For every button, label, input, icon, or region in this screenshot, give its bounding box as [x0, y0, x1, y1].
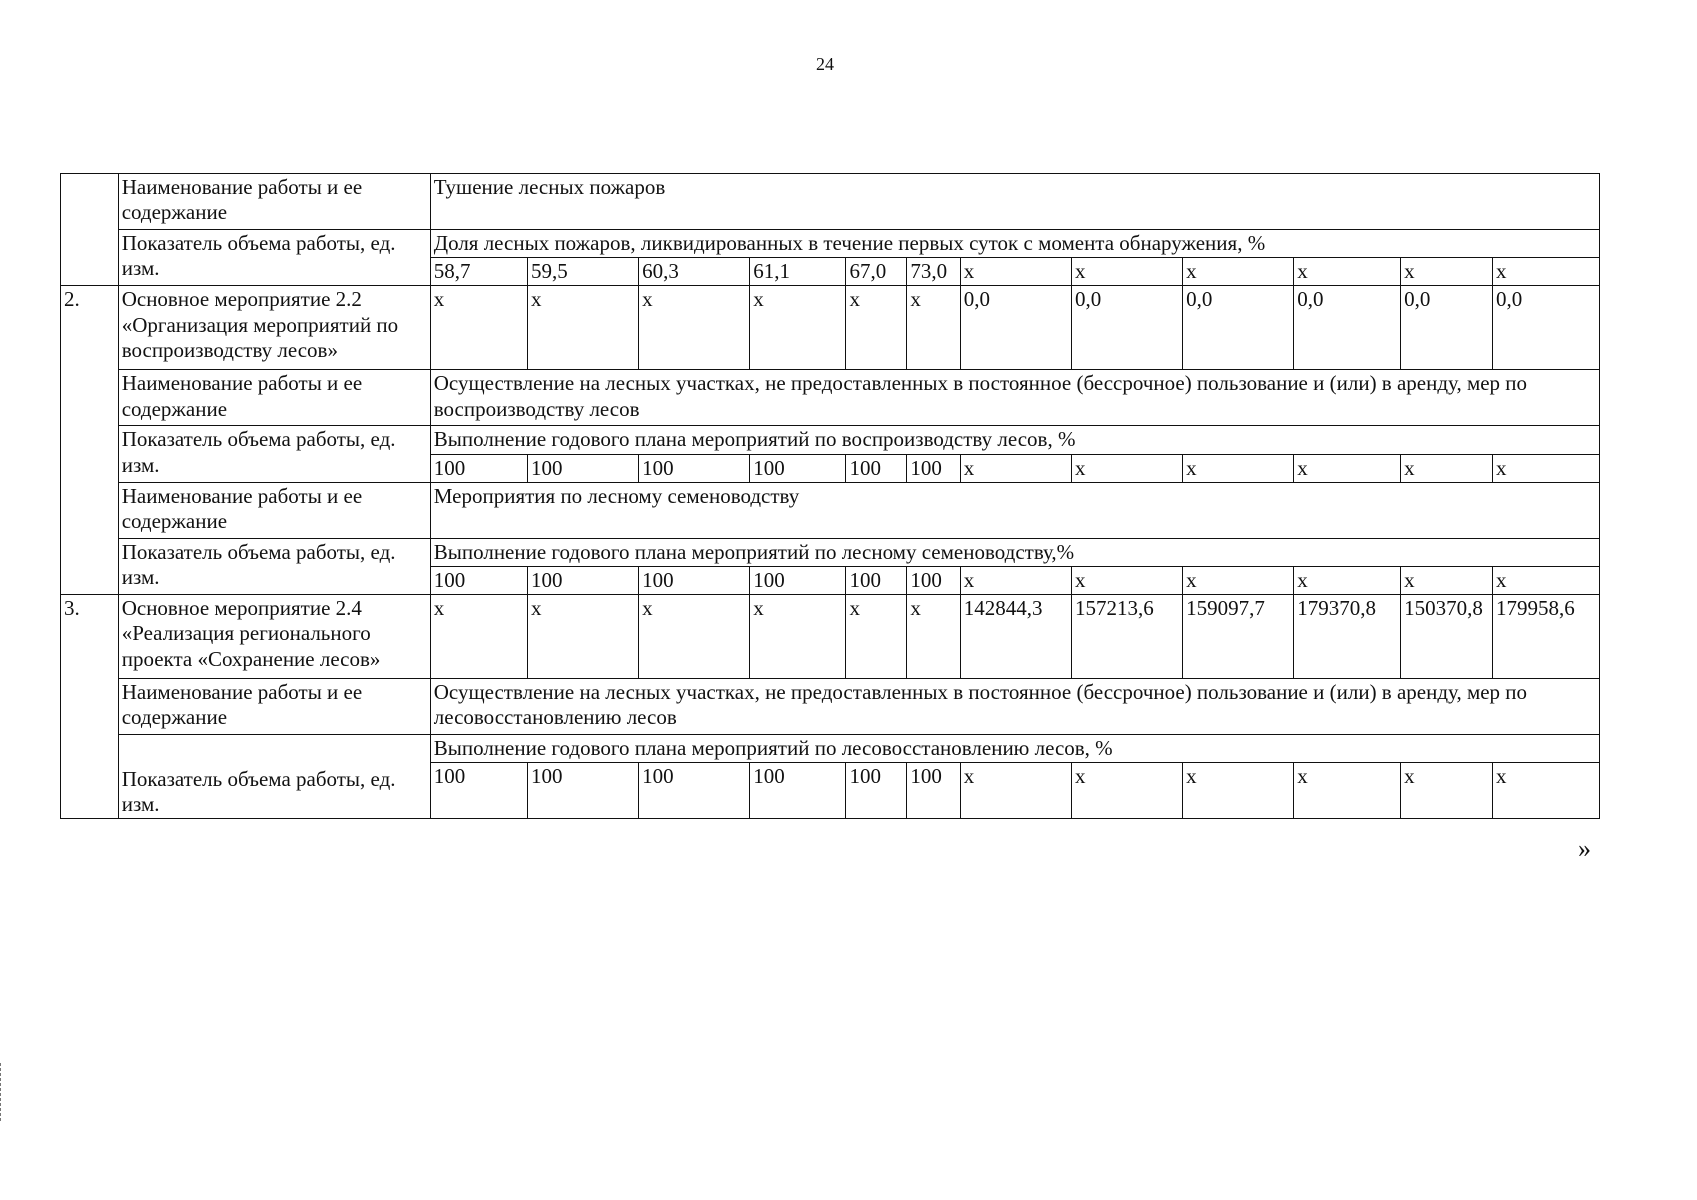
value-cell: 100	[528, 454, 639, 482]
value-cell: 159097,7	[1183, 595, 1294, 679]
value-cell: x	[1294, 763, 1401, 819]
value-cell: 100	[907, 763, 960, 819]
indicator-label: Показатель объема работы, ед. изм.	[118, 735, 430, 819]
work-title: Тушение лесных пожаров	[430, 174, 1599, 230]
table-row	[61, 595, 1600, 679]
value-cell: 100	[846, 566, 907, 594]
value-cell: 100	[430, 566, 527, 594]
value-cell: x	[846, 595, 907, 679]
value-cell: x	[1183, 763, 1294, 819]
value-cell: x	[846, 286, 907, 370]
forest-works-table	[60, 173, 1600, 819]
scan-edge-mark	[0, 1063, 4, 1121]
page-number: 24	[816, 54, 834, 74]
value-cell: x	[1071, 566, 1182, 594]
value-cell: x	[1492, 454, 1599, 482]
value-cell: x	[750, 595, 846, 679]
value-cell: 0,0	[960, 286, 1071, 370]
table-row	[61, 538, 1600, 566]
value-cell: x	[639, 286, 750, 370]
value-cell: x	[1401, 566, 1493, 594]
indicator-label: Показатель объема работы, ед. изм.	[118, 538, 430, 594]
value-cell: 100	[430, 454, 527, 482]
value-cell: 59,5	[528, 258, 639, 286]
value-cell: 100	[528, 763, 639, 819]
value-cell: 100	[639, 566, 750, 594]
work-name-label: Наименование работы и ее содержание	[118, 174, 430, 230]
value-cell: x	[1492, 763, 1599, 819]
value-cell: x	[750, 286, 846, 370]
work-title: Осуществление на лесных участках, не предоставленных в постоянное (бессрочное) пользование и (или) в аренду, мер по лесовосстановлению лесов	[430, 679, 1599, 735]
value-cell: x	[1071, 763, 1182, 819]
table-row	[61, 174, 1600, 230]
work-name-label: Наименование работы и ее содержание	[118, 482, 430, 538]
value-cell: x	[1071, 258, 1182, 286]
value-cell: 0,0	[1071, 286, 1182, 370]
value-cell: 100	[846, 763, 907, 819]
row-number: 2.	[61, 286, 119, 595]
value-cell: x	[960, 258, 1071, 286]
value-cell: 100	[639, 454, 750, 482]
table-row	[61, 735, 1600, 763]
value-cell: x	[1183, 566, 1294, 594]
value-cell: 58,7	[430, 258, 527, 286]
table-row	[61, 426, 1600, 454]
value-cell: 73,0	[907, 258, 960, 286]
value-cell: x	[528, 595, 639, 679]
indicator-label: Показатель объема работы, ед. изм.	[118, 230, 430, 286]
value-cell: x	[1492, 566, 1599, 594]
value-cell: x	[907, 595, 960, 679]
value-cell: 0,0	[1183, 286, 1294, 370]
row-number: 3.	[61, 595, 119, 819]
value-cell: x	[1401, 454, 1493, 482]
value-cell: x	[960, 566, 1071, 594]
work-name-label: Наименование работы и ее содержание	[118, 370, 430, 426]
value-cell: 100	[907, 454, 960, 482]
value-cell: 0,0	[1294, 286, 1401, 370]
value-cell: x	[1294, 454, 1401, 482]
measure-name: Основное мероприятие 2.4 «Реализация регионального проекта «Сохранение лесов»	[118, 595, 430, 679]
value-cell: 0,0	[1401, 286, 1493, 370]
value-cell: 100	[528, 566, 639, 594]
value-cell: x	[639, 595, 750, 679]
indicator-name: Выполнение годового плана мероприятий по лесному семеноводству,%	[430, 538, 1599, 566]
value-cell: x	[907, 286, 960, 370]
value-cell: x	[1071, 454, 1182, 482]
value-cell: 100	[750, 454, 846, 482]
value-cell: x	[960, 454, 1071, 482]
value-cell: 100	[907, 566, 960, 594]
table-row	[61, 482, 1600, 538]
value-cell: x	[1294, 566, 1401, 594]
value-cell: 142844,3	[960, 595, 1071, 679]
indicator-name: Доля лесных пожаров, ликвидированных в течение первых суток с момента обнаружения, %	[430, 230, 1599, 258]
value-cell: 100	[846, 454, 907, 482]
value-cell: 100	[750, 566, 846, 594]
value-cell: 60,3	[639, 258, 750, 286]
value-cell: 61,1	[750, 258, 846, 286]
value-cell: x	[1401, 258, 1493, 286]
table-row	[61, 679, 1600, 735]
value-cell: x	[430, 286, 527, 370]
indicator-label: Показатель объема работы, ед. изм.	[118, 426, 430, 482]
value-cell: x	[1401, 763, 1493, 819]
value-cell: x	[1492, 258, 1599, 286]
row-number	[61, 174, 119, 286]
value-cell: 100	[639, 763, 750, 819]
value-cell: x	[960, 763, 1071, 819]
value-cell: x	[1183, 258, 1294, 286]
table-row	[61, 286, 1600, 370]
value-cell: 100	[750, 763, 846, 819]
value-cell: x	[1294, 258, 1401, 286]
value-cell: x	[528, 286, 639, 370]
table-row	[61, 370, 1600, 426]
value-cell: 150370,8	[1401, 595, 1493, 679]
indicator-name: Выполнение годового плана мероприятий по воспроизводству лесов, %	[430, 426, 1599, 454]
value-cell: 100	[430, 763, 527, 819]
value-cell: 0,0	[1492, 286, 1599, 370]
value-cell: x	[430, 595, 527, 679]
indicator-name: Выполнение годового плана мероприятий по лесовосстановлению лесов, %	[430, 735, 1599, 763]
table-row	[61, 230, 1600, 258]
work-name-label: Наименование работы и ее содержание	[118, 679, 430, 735]
value-cell: 157213,6	[1071, 595, 1182, 679]
value-cell: 179370,8	[1294, 595, 1401, 679]
value-cell: 179958,6	[1492, 595, 1599, 679]
value-cell: x	[1183, 454, 1294, 482]
measure-name: Основное мероприятие 2.2 «Организация мероприятий по воспроизводству лесов»	[118, 286, 430, 370]
work-title: Мероприятия по лесному семеноводству	[430, 482, 1599, 538]
work-title: Осуществление на лесных участках, не предоставленных в постоянное (бессрочное) пользование и (или) в аренду, мер по воспроизводству лесов	[430, 370, 1599, 426]
value-cell: 67,0	[846, 258, 907, 286]
closing-quote: »	[1578, 834, 1591, 863]
